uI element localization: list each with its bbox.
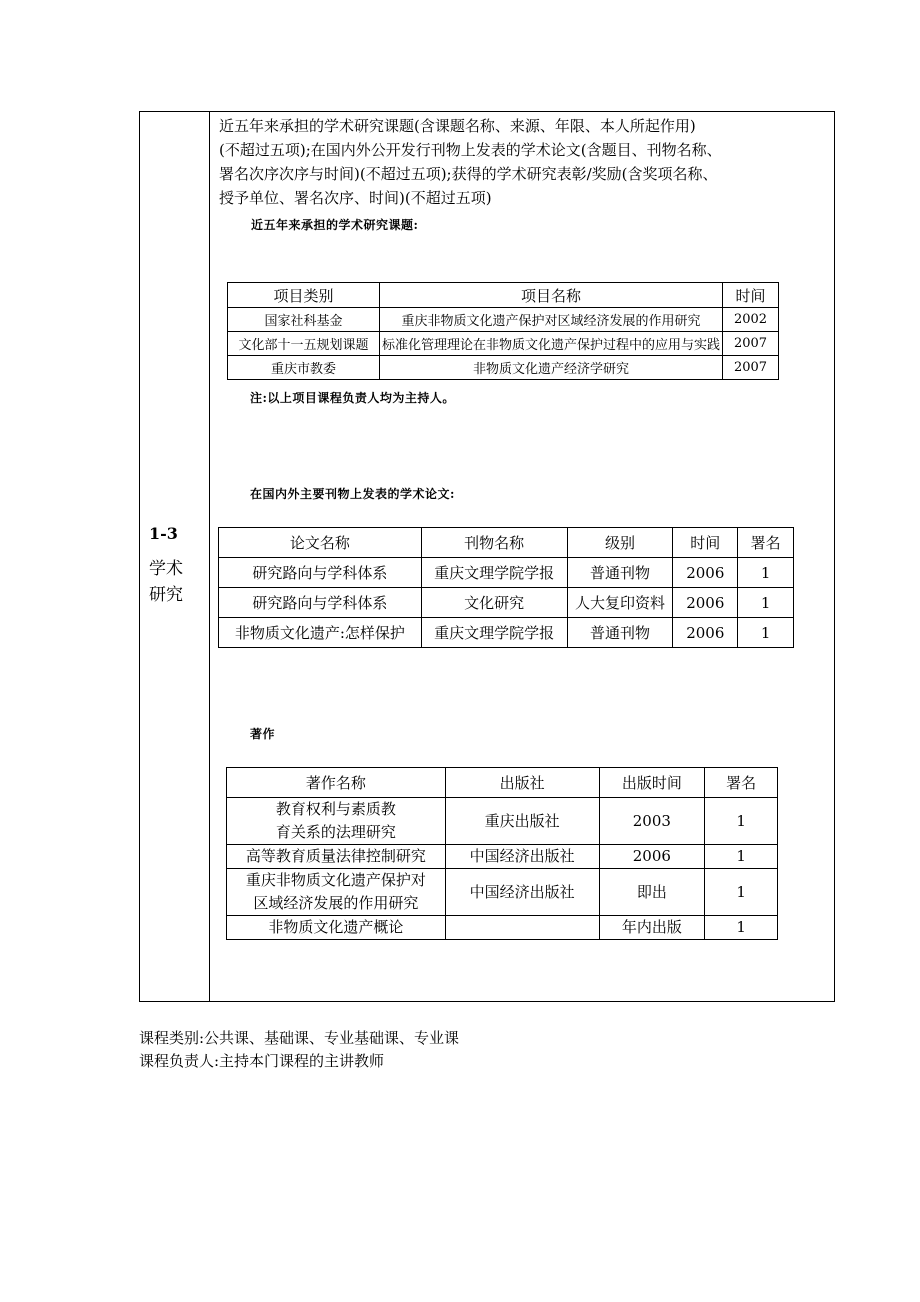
column-header: 项目类别 [228, 283, 380, 308]
table-cell: 2006 [673, 588, 738, 618]
papers-heading: 在国内外主要刊物上发表的学术论文: [250, 487, 455, 501]
instruction-line: (不超过五项);在国内外公开发行刊物上发表的学术论文(含题目、刊物名称、 [219, 141, 722, 159]
table-cell: 重庆文理学院学报 [421, 558, 567, 588]
table-row [227, 916, 778, 940]
table-cell: 2007 [723, 332, 779, 356]
table-cell: 重庆非物质文化遗产保护对区域经济发展的作用研究 [380, 308, 723, 332]
table-row [227, 869, 778, 916]
table-cell: 即出 [599, 869, 705, 916]
table-cell: 重庆出版社 [445, 798, 599, 845]
column-header: 时间 [723, 283, 779, 308]
table-cell: 非物质文化遗产经济学研究 [380, 356, 723, 380]
table-row [227, 845, 778, 869]
table-cell: 重庆非物质文化遗产保护对区域经济发展的作用研究 [227, 869, 446, 916]
column-header: 署名 [738, 528, 794, 558]
column-header: 出版时间 [599, 768, 705, 798]
column-header: 著作名称 [227, 768, 446, 798]
table-cell: 重庆市教委 [228, 356, 380, 380]
table-row [219, 558, 794, 588]
table-cell: 2002 [723, 308, 779, 332]
table-cell: 普通刊物 [567, 618, 673, 648]
table-cell: 人大复印资料 [567, 588, 673, 618]
table-cell: 年内出版 [599, 916, 705, 940]
column-header: 论文名称 [219, 528, 422, 558]
table-cell: 2007 [723, 356, 779, 380]
table-cell: 重庆文理学院学报 [421, 618, 567, 648]
papers-table [218, 527, 794, 648]
column-header: 出版社 [445, 768, 599, 798]
section-name [149, 556, 183, 608]
footer-course-leader: 课程负责人:主持本门课程的主讲教师 [139, 1052, 385, 1070]
table-cell: 1 [705, 845, 778, 869]
column-header: 署名 [705, 768, 778, 798]
table-row [228, 308, 779, 332]
instruction-line: 署名次序次序与时间)(不超过五项);获得的学术研究表彰/奖励(含奖项名称、 [219, 165, 718, 183]
section-name-line: 学术 [149, 559, 183, 579]
table-cell: 教育权利与素质教育关系的法理研究 [227, 798, 446, 845]
table-cell [445, 916, 599, 940]
section-number: 1-3 [149, 524, 178, 543]
footer-course-category: 课程类别:公共课、基础课、专业基础课、专业课 [139, 1029, 460, 1047]
table-cell: 2006 [673, 558, 738, 588]
table-cell: 1 [738, 588, 794, 618]
table-cell: 非物质文化遗产:怎样保护 [219, 618, 422, 648]
table-cell: 非物质文化遗产概论 [227, 916, 446, 940]
table-cell: 普通刊物 [567, 558, 673, 588]
table-cell: 文化研究 [421, 588, 567, 618]
instruction-line: 授予单位、署名次序、时间)(不超过五项) [219, 189, 492, 207]
column-header: 刊物名称 [421, 528, 567, 558]
form-frame [139, 111, 835, 1002]
table-cell: 中国经济出版社 [445, 845, 599, 869]
books-table [226, 767, 778, 940]
table-row [227, 798, 778, 845]
table-cell: 高等教育质量法律控制研究 [227, 845, 446, 869]
section-name-line: 研究 [149, 585, 183, 605]
instruction-line: 近五年来承担的学术研究课题(含课题名称、来源、年限、本人所起作用) [219, 117, 696, 135]
projects-table [227, 282, 779, 380]
section-instructions [219, 114, 819, 210]
table-header-row [227, 768, 778, 798]
table-row [228, 332, 779, 356]
table-cell: 1 [738, 558, 794, 588]
table-cell: 2003 [599, 798, 705, 845]
table-cell: 1 [705, 798, 778, 845]
table-cell: 研究路向与学科体系 [219, 558, 422, 588]
table-row [219, 618, 794, 648]
table-header-row [219, 528, 794, 558]
column-divider [209, 112, 210, 1001]
column-header: 时间 [673, 528, 738, 558]
table-cell: 2006 [599, 845, 705, 869]
table-cell: 研究路向与学科体系 [219, 588, 422, 618]
table-cell: 国家社科基金 [228, 308, 380, 332]
column-header: 级别 [567, 528, 673, 558]
table-cell: 1 [705, 869, 778, 916]
table-cell: 1 [705, 916, 778, 940]
table-row [219, 588, 794, 618]
table-cell: 1 [738, 618, 794, 648]
table-header-row [228, 283, 779, 308]
books-heading: 著作 [250, 727, 276, 741]
projects-heading: 近五年来承担的学术研究课题: [251, 218, 419, 232]
table-row [228, 356, 779, 380]
projects-note: 注:以上项目课程负责人均为主持人。 [250, 391, 455, 405]
column-header: 项目名称 [380, 283, 723, 308]
table-cell: 标准化管理理论在非物质文化遗产保护过程中的应用与实践 [380, 332, 723, 356]
table-cell: 文化部十一五规划课题 [228, 332, 380, 356]
table-cell: 中国经济出版社 [445, 869, 599, 916]
table-cell: 2006 [673, 618, 738, 648]
